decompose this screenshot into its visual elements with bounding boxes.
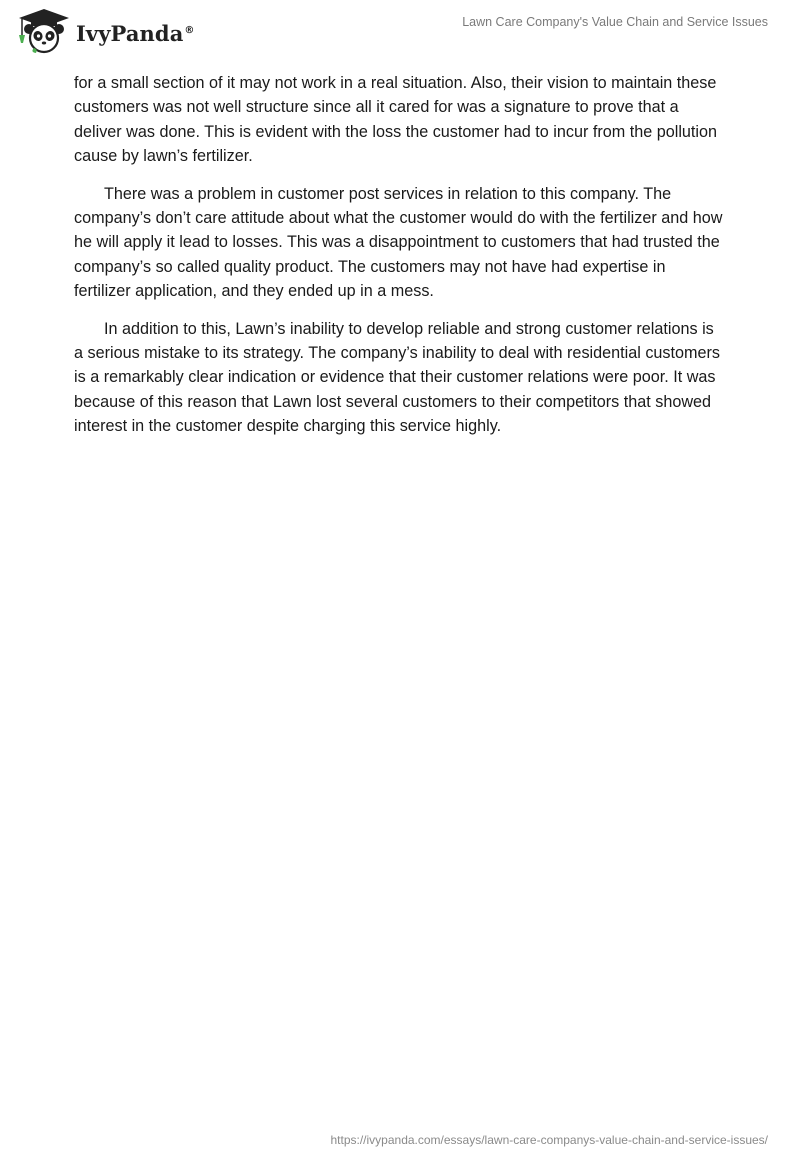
paragraph-2: There was a problem in customer post services in relation to this company. The company’s don’t care attitude about what the customer would do with the fertilizer and how he will apply it lead to losses. This was a disappointment to customers that had trusted the company’s so called quality product. The customers may not have had expertise in fertilizer application, and they ended up in a mess. (74, 184, 723, 301)
paragraph-3: In addition to this, Lawn’s inability to develop reliable and strong customer relations is a serious mistake to its strategy. The company’s inability to deal with residential customers is a remarkably clear indication or evidence that their customer relations were poor. It was because of this reason that Lawn lost several customers to their competitors that showed interest in the customer despite charging this service highly. (74, 319, 720, 436)
panda-graduate-icon (16, 8, 72, 54)
registered-mark: ® (184, 24, 195, 36)
essay-body (74, 71, 726, 452)
page-header (0, 0, 800, 64)
paragraph-1: for a small section of it may not work in a real situation. Also, their vision to maintain these customers was not well structure since all it cared for was a signature to prove that a deliver was done. This is evident with the loss the customer had to incur from the pollution cause by lawn’s fertilizer. (74, 74, 718, 166)
ivypanda-logo[interactable] (16, 8, 195, 54)
document-title: Lawn Care Company's Value Chain and Service Issues (462, 15, 768, 29)
brand-name: IvyPanda® (76, 20, 195, 46)
source-url-link[interactable]: https://ivypanda.com/essays/lawn-care-companys-value-chain-and-service-issues/ (330, 1133, 768, 1147)
